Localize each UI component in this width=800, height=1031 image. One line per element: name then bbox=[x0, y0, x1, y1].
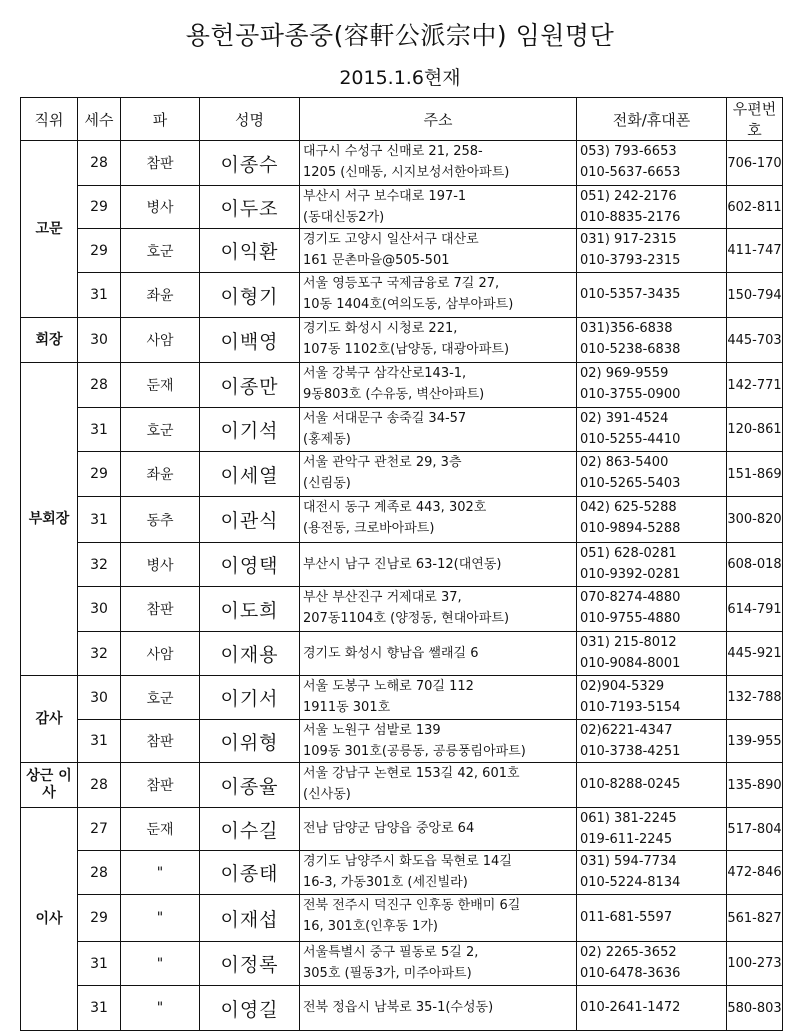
zip-cell: 445-703 bbox=[727, 318, 783, 363]
address-line: 부산시 서구 보수대로 197-1 bbox=[303, 189, 467, 204]
phone-line: 010-5224-8134 bbox=[580, 875, 681, 890]
address-line: 경기도 남양주시 화도읍 묵현로 14길 bbox=[303, 854, 512, 869]
header-position: 직위 bbox=[21, 98, 78, 141]
address-line: 전북 전주시 덕진구 인후동 한배미 6길 bbox=[303, 898, 521, 913]
generation-cell: 27 bbox=[78, 808, 121, 851]
table-row bbox=[21, 942, 783, 986]
branch-cell: 동추 bbox=[121, 497, 200, 543]
branch-cell: 사암 bbox=[121, 318, 200, 363]
table-row bbox=[21, 587, 783, 632]
phone-line: 031)356-6838 bbox=[580, 321, 673, 336]
zip-cell: 411-747 bbox=[727, 229, 783, 273]
generation-cell: 29 bbox=[78, 452, 121, 497]
phone-line: 02)904-5329 bbox=[580, 679, 665, 694]
table-row bbox=[21, 986, 783, 1031]
address-line: 대전시 동구 계족로 443, 302호 bbox=[303, 500, 487, 515]
generation-cell: 30 bbox=[78, 587, 121, 632]
position-cell: 이사 bbox=[21, 808, 78, 1031]
address-cell bbox=[300, 986, 577, 1031]
zip-cell: 561-827 bbox=[727, 895, 783, 942]
table-row bbox=[21, 676, 783, 720]
generation-cell: 30 bbox=[78, 676, 121, 720]
branch-cell: 좌윤 bbox=[121, 273, 200, 318]
address-line: 107동 1102호(남양동, 대광아파트) bbox=[303, 342, 510, 357]
name-cell: 이관식 bbox=[200, 497, 300, 543]
branch-cell: " bbox=[121, 942, 200, 986]
phone-line: 010-3793-2315 bbox=[580, 253, 681, 268]
zip-cell: 151-869 bbox=[727, 452, 783, 497]
branch-cell: " bbox=[121, 986, 200, 1031]
document-date: 2015.1.6현재 bbox=[339, 67, 461, 89]
name-cell: 이기석 bbox=[200, 408, 300, 452]
name-cell: 이세열 bbox=[200, 452, 300, 497]
branch-cell: 둔재 bbox=[121, 363, 200, 408]
address-cell bbox=[300, 363, 577, 408]
phone-cell bbox=[577, 587, 727, 632]
phone-cell bbox=[577, 808, 727, 851]
zip-cell: 602-811 bbox=[727, 186, 783, 229]
name-cell: 이정록 bbox=[200, 942, 300, 986]
zip-cell: 472-846 bbox=[727, 851, 783, 895]
header-name: 성명 bbox=[200, 98, 300, 141]
generation-cell: 31 bbox=[78, 986, 121, 1031]
header-zip: 우편번호 bbox=[727, 98, 783, 141]
table-row bbox=[21, 543, 783, 587]
table-row bbox=[21, 632, 783, 676]
phone-cell bbox=[577, 273, 727, 318]
phone-line: 010-5357-3435 bbox=[580, 287, 681, 302]
address-cell bbox=[300, 452, 577, 497]
address-line: 16-3, 가동301호 (세진빌라) bbox=[303, 875, 468, 890]
name-cell: 이백영 bbox=[200, 318, 300, 363]
address-line: (홍제동) bbox=[303, 432, 351, 447]
table-row bbox=[21, 273, 783, 318]
name-cell: 이영택 bbox=[200, 543, 300, 587]
phone-line: 051) 628-0281 bbox=[580, 546, 677, 561]
document-title: 용헌공파종중(容軒公派宗中) 임원명단 bbox=[185, 21, 615, 50]
address-cell bbox=[300, 632, 577, 676]
branch-cell: 참판 bbox=[121, 587, 200, 632]
position-cell: 감사 bbox=[21, 676, 78, 763]
address-line: 109동 301호(공릉동, 공릉풍림아파트) bbox=[303, 744, 526, 759]
branch-cell: 좌윤 bbox=[121, 452, 200, 497]
zip-cell: 614-791 bbox=[727, 587, 783, 632]
table-row bbox=[21, 363, 783, 408]
phone-line: 010-9755-4880 bbox=[580, 611, 681, 626]
generation-cell: 29 bbox=[78, 229, 121, 273]
address-cell bbox=[300, 229, 577, 273]
phone-line: 010-3755-0900 bbox=[580, 387, 681, 402]
name-cell: 이종태 bbox=[200, 851, 300, 895]
table-row bbox=[21, 186, 783, 229]
address-cell bbox=[300, 808, 577, 851]
phone-cell bbox=[577, 497, 727, 543]
branch-cell: 사암 bbox=[121, 632, 200, 676]
address-line: 161 문촌마을@505-501 bbox=[303, 253, 450, 268]
phone-line: 019-611-2245 bbox=[580, 832, 673, 847]
address-cell bbox=[300, 942, 577, 986]
table-row bbox=[21, 229, 783, 273]
phone-line: 02) 863-5400 bbox=[580, 455, 669, 470]
address-line: (용전동, 크로바아파트) bbox=[303, 521, 435, 536]
name-cell: 이두조 bbox=[200, 186, 300, 229]
name-cell: 이형기 bbox=[200, 273, 300, 318]
phone-cell bbox=[577, 851, 727, 895]
generation-cell: 29 bbox=[78, 895, 121, 942]
address-cell bbox=[300, 851, 577, 895]
name-cell: 이익환 bbox=[200, 229, 300, 273]
phone-line: 031) 917-2315 bbox=[580, 232, 677, 247]
phone-cell bbox=[577, 676, 727, 720]
officer-table bbox=[20, 97, 783, 1031]
address-line: 9동803호 (수유동, 벽산아파트) bbox=[303, 387, 485, 402]
table-body bbox=[21, 141, 783, 1031]
table-row bbox=[21, 497, 783, 543]
branch-cell: 호군 bbox=[121, 229, 200, 273]
address-cell bbox=[300, 273, 577, 318]
phone-line: 011-681-5597 bbox=[580, 910, 673, 925]
address-line: 16, 301호(인후동 1가) bbox=[303, 919, 438, 934]
phone-cell bbox=[577, 408, 727, 452]
address-cell bbox=[300, 543, 577, 587]
address-line: 대구시 수성구 신매로 21, 258- bbox=[303, 144, 483, 159]
phone-cell bbox=[577, 229, 727, 273]
generation-cell: 28 bbox=[78, 363, 121, 408]
zip-cell: 300-820 bbox=[727, 497, 783, 543]
branch-cell: " bbox=[121, 895, 200, 942]
address-line: 207동1104호 (양정동, 현대아파트) bbox=[303, 611, 510, 626]
phone-line: 02) 391-4524 bbox=[580, 411, 669, 426]
table-row bbox=[21, 408, 783, 452]
generation-cell: 31 bbox=[78, 942, 121, 986]
phone-line: 010-5265-5403 bbox=[580, 476, 681, 491]
phone-cell bbox=[577, 632, 727, 676]
zip-cell: 135-890 bbox=[727, 763, 783, 808]
phone-cell bbox=[577, 986, 727, 1031]
phone-line: 010-5255-4410 bbox=[580, 432, 681, 447]
address-line: 부산시 남구 진남로 63-12(대연동) bbox=[303, 556, 502, 572]
address-cell bbox=[300, 408, 577, 452]
generation-cell: 32 bbox=[78, 543, 121, 587]
branch-cell: " bbox=[121, 851, 200, 895]
table-row bbox=[21, 720, 783, 763]
address-cell bbox=[300, 497, 577, 543]
address-cell bbox=[300, 587, 577, 632]
zip-cell: 100-273 bbox=[727, 942, 783, 986]
header-branch: 파 bbox=[121, 98, 200, 141]
address-line: 경기도 화성시 향남읍 쌜래길 6 bbox=[303, 645, 479, 661]
address-line: 경기도 화성시 시청로 221, bbox=[303, 321, 458, 336]
name-cell: 이종수 bbox=[200, 141, 300, 186]
address-line: 서울 영등포구 국제금융로 7길 27, bbox=[303, 276, 500, 291]
zip-cell: 706-170 bbox=[727, 141, 783, 186]
name-cell: 이재용 bbox=[200, 632, 300, 676]
phone-line: 010-9894-5288 bbox=[580, 521, 681, 536]
phone-line: 061) 381-2245 bbox=[580, 811, 677, 826]
phone-line: 02)6221-4347 bbox=[580, 723, 673, 738]
table-row bbox=[21, 763, 783, 808]
phone-line: 010-3738-4251 bbox=[580, 744, 681, 759]
address-line: 서울 서대문구 송죽길 34-57 bbox=[303, 411, 467, 426]
generation-cell: 28 bbox=[78, 763, 121, 808]
branch-cell: 병사 bbox=[121, 543, 200, 587]
phone-line: 010-5637-6653 bbox=[580, 165, 681, 180]
address-cell bbox=[300, 676, 577, 720]
name-cell: 이영길 bbox=[200, 986, 300, 1031]
phone-cell bbox=[577, 763, 727, 808]
zip-cell: 139-955 bbox=[727, 720, 783, 763]
phone-line: 031) 594-7734 bbox=[580, 854, 677, 869]
name-cell: 이위형 bbox=[200, 720, 300, 763]
name-cell: 이도희 bbox=[200, 587, 300, 632]
name-cell: 이수길 bbox=[200, 808, 300, 851]
header-address: 주소 bbox=[300, 98, 577, 141]
phone-cell bbox=[577, 942, 727, 986]
address-line: 서울 노원구 섬밭로 139 bbox=[303, 723, 441, 738]
zip-cell: 132-788 bbox=[727, 676, 783, 720]
position-cell: 상근 이사 bbox=[21, 763, 78, 808]
table-row bbox=[21, 895, 783, 942]
phone-line: 010-9392-0281 bbox=[580, 567, 681, 582]
address-line: 1911동 301호 bbox=[303, 700, 391, 715]
phone-line: 031) 215-8012 bbox=[580, 635, 677, 650]
table-row bbox=[21, 808, 783, 851]
phone-line: 051) 242-2176 bbox=[580, 189, 677, 204]
address-line: 부산 부산진구 거제대로 37, bbox=[303, 590, 462, 605]
address-line: 서울 관악구 관천로 29, 3층 bbox=[303, 455, 462, 470]
generation-cell: 32 bbox=[78, 632, 121, 676]
phone-line: 010-5238-6838 bbox=[580, 342, 681, 357]
address-cell bbox=[300, 763, 577, 808]
address-line: 10동 1404호(여의도동, 삼부아파트) bbox=[303, 297, 514, 312]
address-line: 서울 강북구 삼각산로143-1, bbox=[303, 366, 467, 381]
phone-line: 010-7193-5154 bbox=[580, 700, 681, 715]
phone-line: 070-8274-4880 bbox=[580, 590, 681, 605]
branch-cell: 병사 bbox=[121, 186, 200, 229]
zip-cell: 142-771 bbox=[727, 363, 783, 408]
position-cell: 고문 bbox=[21, 141, 78, 318]
name-cell: 이종만 bbox=[200, 363, 300, 408]
zip-cell: 120-861 bbox=[727, 408, 783, 452]
header-generation: 세수 bbox=[78, 98, 121, 141]
address-line: 305호 (필동3가, 미주아파트) bbox=[303, 966, 472, 981]
phone-cell bbox=[577, 318, 727, 363]
phone-cell bbox=[577, 363, 727, 408]
generation-cell: 31 bbox=[78, 497, 121, 543]
address-cell bbox=[300, 720, 577, 763]
address-line: 경기도 고양시 일산서구 대산로 bbox=[303, 232, 479, 247]
address-line: (신사동) bbox=[303, 787, 351, 802]
branch-cell: 둔재 bbox=[121, 808, 200, 851]
zip-cell: 517-804 bbox=[727, 808, 783, 851]
address-line: (신림동) bbox=[303, 476, 351, 491]
address-line: 전북 정읍시 남북로 35-1(수성동) bbox=[303, 1000, 494, 1015]
phone-line: 02) 969-9559 bbox=[580, 366, 669, 381]
position-cell: 부회장 bbox=[21, 363, 78, 676]
generation-cell: 30 bbox=[78, 318, 121, 363]
branch-cell: 호군 bbox=[121, 408, 200, 452]
name-cell: 이기서 bbox=[200, 676, 300, 720]
generation-cell: 28 bbox=[78, 851, 121, 895]
address-cell bbox=[300, 141, 577, 186]
phone-cell bbox=[577, 543, 727, 587]
phone-line: 010-8288-0245 bbox=[580, 777, 681, 792]
phone-line: 053) 793-6653 bbox=[580, 144, 677, 159]
zip-cell: 608-018 bbox=[727, 543, 783, 587]
position-cell: 회장 bbox=[21, 318, 78, 363]
branch-cell: 호군 bbox=[121, 676, 200, 720]
branch-cell: 참판 bbox=[121, 763, 200, 808]
phone-cell bbox=[577, 186, 727, 229]
phone-cell bbox=[577, 895, 727, 942]
header-phone: 전화/휴대폰 bbox=[577, 98, 727, 141]
zip-cell: 150-794 bbox=[727, 273, 783, 318]
phone-cell bbox=[577, 452, 727, 497]
generation-cell: 31 bbox=[78, 273, 121, 318]
branch-cell: 참판 bbox=[121, 141, 200, 186]
phone-cell bbox=[577, 720, 727, 763]
address-line: 서울특별시 중구 필동로 5길 2, bbox=[303, 945, 479, 960]
address-line: 서울 도봉구 노해로 70길 112 bbox=[303, 679, 474, 694]
address-line: 전남 담양군 담양읍 중앙로 64 bbox=[303, 821, 475, 836]
address-line: 서울 강남구 논현로 153길 42, 601호 bbox=[303, 766, 520, 781]
address-cell bbox=[300, 186, 577, 229]
zip-cell: 445-921 bbox=[727, 632, 783, 676]
phone-line: 010-9084-8001 bbox=[580, 656, 681, 671]
table-header-row bbox=[21, 98, 783, 141]
phone-line: 042) 625-5288 bbox=[580, 500, 677, 515]
phone-line: 010-2641-1472 bbox=[580, 1000, 681, 1015]
address-line: 1205 (신매동, 시지보성서한아파트) bbox=[303, 165, 510, 180]
generation-cell: 29 bbox=[78, 186, 121, 229]
phone-line: 010-6478-3636 bbox=[580, 966, 681, 981]
phone-line: 010-8835-2176 bbox=[580, 210, 681, 225]
table-row bbox=[21, 851, 783, 895]
generation-cell: 28 bbox=[78, 141, 121, 186]
table-row bbox=[21, 318, 783, 363]
zip-cell: 580-803 bbox=[727, 986, 783, 1031]
phone-cell bbox=[577, 141, 727, 186]
address-cell bbox=[300, 318, 577, 363]
table-row bbox=[21, 141, 783, 186]
generation-cell: 31 bbox=[78, 408, 121, 452]
name-cell: 이재섭 bbox=[200, 895, 300, 942]
phone-line: 02) 2265-3652 bbox=[580, 945, 677, 960]
name-cell: 이종율 bbox=[200, 763, 300, 808]
address-cell bbox=[300, 895, 577, 942]
generation-cell: 31 bbox=[78, 720, 121, 763]
branch-cell: 참판 bbox=[121, 720, 200, 763]
table-row bbox=[21, 452, 783, 497]
address-line: (동대신동2가) bbox=[303, 210, 385, 225]
